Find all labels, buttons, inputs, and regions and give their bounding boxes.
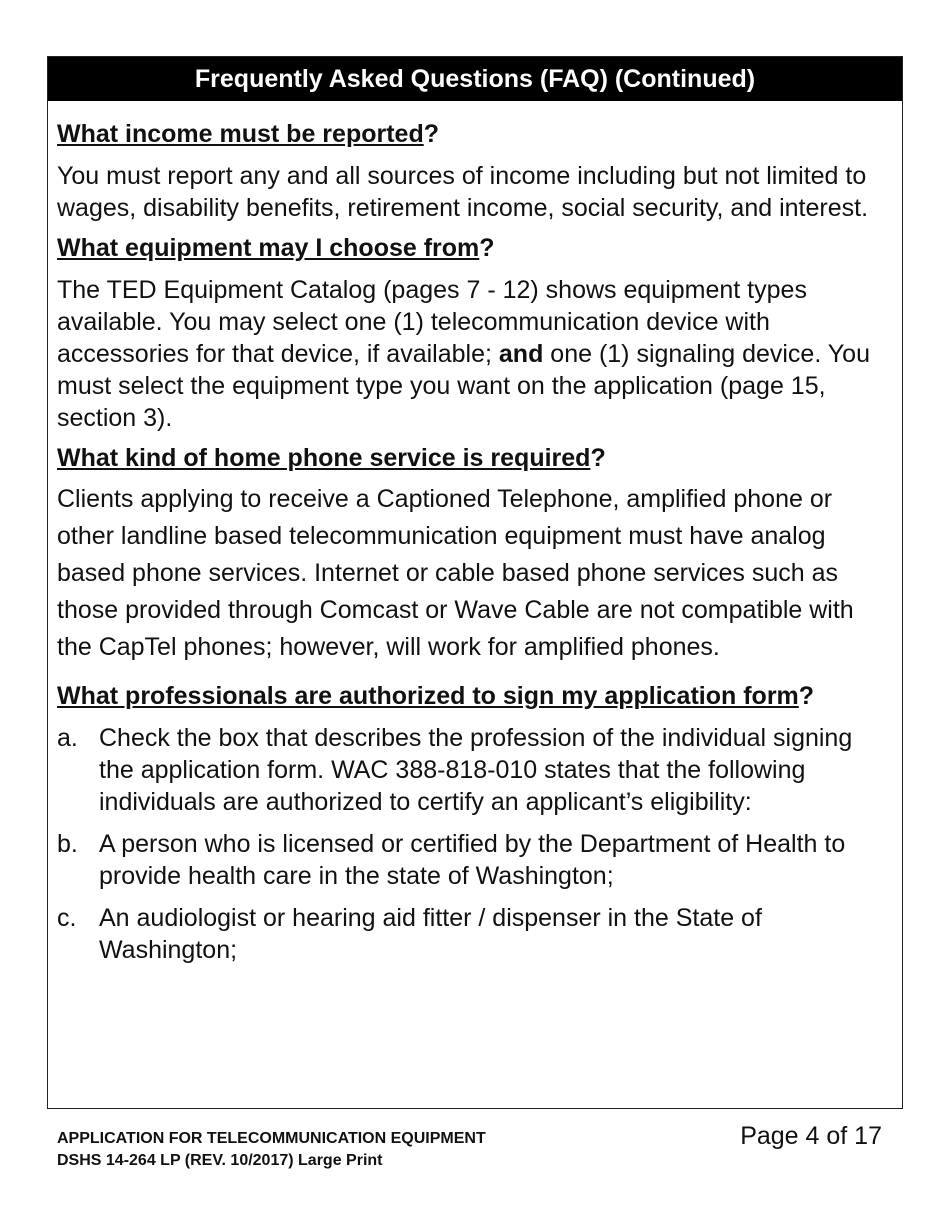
list-marker: a. — [57, 724, 78, 752]
faq-content — [48, 119, 902, 966]
question-professionals: What professionals are authorized to sign my application form? — [57, 682, 815, 710]
faq-banner: Frequently Asked Questions (FAQ) (Continued) — [48, 57, 902, 101]
question-income: What income must be reported? — [57, 120, 439, 148]
list-marker: b. — [57, 830, 78, 858]
footer-form-info — [57, 1128, 486, 1172]
list-item: b. A person who is licensed or certified by the Department of Health to provide health care in the state of Washington; — [57, 830, 846, 890]
answer-phone-service: Clients applying to receive a Captioned Telephone, amplified phone or other landline based telecommunication equipment must have analog based phone services. Internet or cable based phone services such as those provided through Comcast or Wave Cable are not compatible with the CapTel phones; however, will work for amplified phones. — [57, 485, 854, 661]
answer-income: You must report any and all sources of income including but not limited to wages, disability benefits, retirement income, social security, and interest. — [57, 162, 869, 222]
question-phone-service: What kind of home phone service is required? — [57, 444, 606, 472]
emphasis-and: and — [498, 340, 544, 368]
list-item: c. An audiologist or hearing aid fitter / dispenser in the State of Washington; — [57, 904, 762, 964]
list-item: a. Check the box that describes the profession of the individual signing the application form. WAC 388-818-010 states that the following individuals are authorized to certify an applicant’s eligibility: — [57, 724, 853, 816]
footer-form-number: DSHS 14-264 LP (REV. 10/2017) Large Print — [57, 1152, 383, 1169]
list-marker: c. — [57, 904, 77, 932]
answer-equipment: The TED Equipment Catalog (pages 7 - 12) shows equipment types available. You may select one (1) telecommunication device with accessories for that device, if available; and one (1) signaling device. You must select the equipment type you want on the application (page 15, section 3). — [57, 276, 870, 432]
professionals-list — [57, 722, 893, 966]
footer-form-title: APPLICATION FOR TELECOMMUNICATION EQUIPMENT — [57, 1130, 486, 1147]
faq-frame — [47, 56, 903, 1109]
page-number: Page 4 of 17 — [740, 1122, 882, 1150]
question-equipment: What equipment may I choose from? — [57, 234, 495, 262]
